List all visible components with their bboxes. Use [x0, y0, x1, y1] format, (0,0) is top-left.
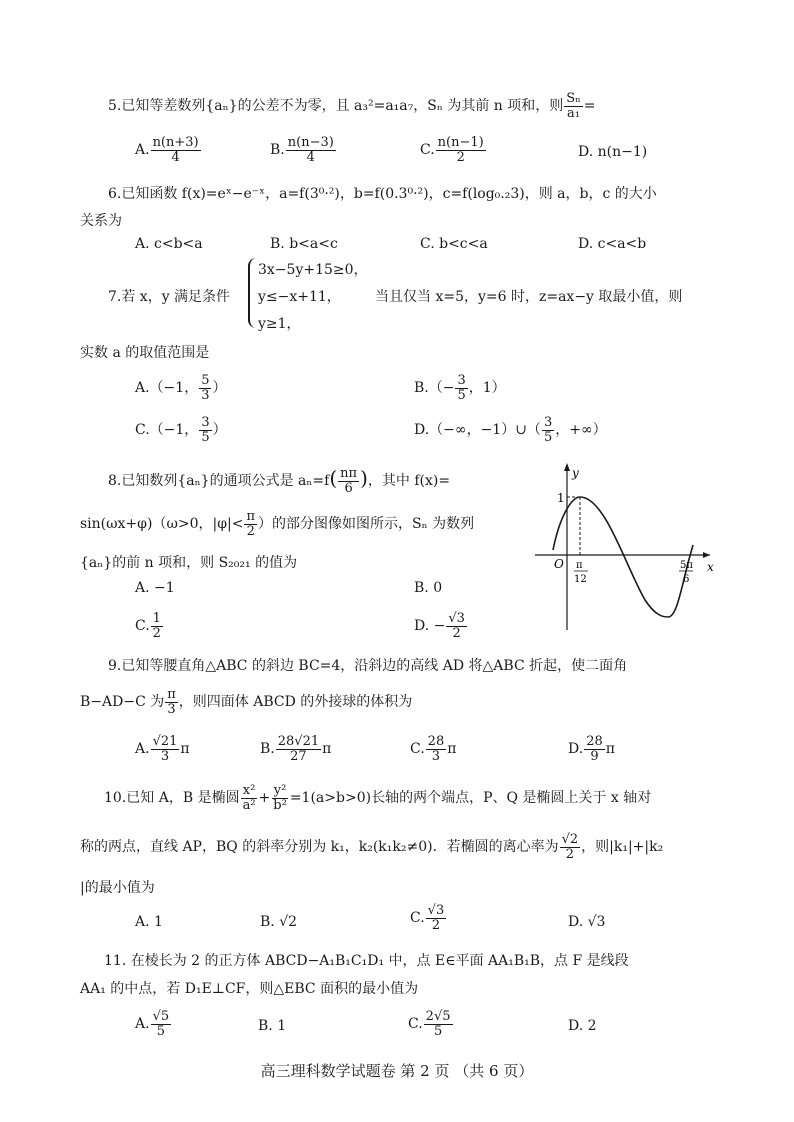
sine-curve [553, 497, 693, 617]
q9-option-b: B. $\frac{28√21}{27}$ π [260, 734, 332, 764]
y-axis-arrow [564, 463, 570, 471]
q10-option-a: A. 1 [135, 914, 163, 930]
q7-condition-2: y≤−x+11， [258, 289, 341, 305]
q5-option-a: A. $\frac{n(n+3)}{4}$ [135, 135, 199, 165]
q10-stem-line3: |的最小值为 [80, 880, 155, 896]
q9-stem-line2: B−AD−C 为 $\frac{\pi}{3}$ ，则四面体 ABCD 的外接球的体积为 [80, 687, 413, 717]
q8-option-b: B. 0 [414, 580, 443, 596]
q7-option-c: C.（−1， $\frac{3}{5}$ ） [135, 415, 227, 445]
q10-option-b: B. √2 [260, 914, 298, 930]
q11-option-d: D. 2 [568, 1018, 597, 1034]
q11-stem-line1: 11. 在棱长为 2 的正方体 ABCD−A₁B₁C₁D₁ 中，点 E∈平面 AA₁B₁B，点 F 是线段 [104, 953, 629, 969]
q5-option-d: D. n(n−1) [578, 144, 648, 160]
q7-condition-3: y≥1， [258, 316, 301, 332]
q11-stem-line2: AA₁ 的中点，若 D₁E⊥CF，则△EBC 面积的最小值为 [80, 981, 419, 997]
x-label: x [707, 560, 714, 574]
q10-option-d: D. √3 [568, 914, 606, 930]
q5-option-c: C. $\frac{n(n-1)}{2}$ [420, 135, 484, 165]
page-footer: 高三理科数学试题卷 第 2 页 （共 6 页） [260, 1062, 534, 1080]
q6-option-a: A. c<b<a [135, 236, 203, 252]
q7-option-b: B.（− $\frac{3}{5}$ ，1） [414, 373, 506, 403]
q8-option-d: D. − $\frac{√3}{2}$ [414, 611, 465, 641]
q11-option-c: C. $\frac{2√5}{5}$ [408, 1009, 451, 1039]
q9-option-c: C. $\frac{28}{3}$ π [410, 734, 457, 764]
y-label: y [572, 466, 579, 480]
q8-option-a: A. −1 [135, 580, 175, 596]
q7-brace [248, 258, 258, 328]
sine-graph [530, 455, 720, 635]
q6-stem-line2: 关系为 [80, 213, 122, 229]
q7-stem-mid: 当且仅当 x=5，y=6 时，z=ax−y 取最小值，则 [375, 289, 683, 305]
q11-option-a: A. $\frac{√5}{5}$ [135, 1009, 170, 1039]
q8-option-c: C. $\frac{1}{2}$ [135, 611, 161, 641]
q7-lead: 7.若 x，y 满足条件 [108, 289, 231, 305]
q9-option-a: A. $\frac{√21}{3}$ π [135, 734, 190, 764]
origin-label: O [554, 557, 564, 571]
q5-option-b: B. $\frac{n(n-3)}{4}$ [270, 135, 334, 165]
y-one-label: 1 [557, 491, 565, 505]
tick2-num: 5π [680, 560, 693, 571]
q10-stem-line1: 10.已知 A，B 是椭圆 $\frac{\text{x²}}{\text{a²}}$ + $\frac{\text{y²}}{\text{b²}}$ =1(a>b>0)长轴的两个端点，P、Q 是椭圆上关于 x 轴对 [104, 783, 652, 813]
q7-stem-line2: 实数 a 的取值范围是 [80, 345, 210, 361]
q8-stem-line1: 8.已知数列{aₙ}的通项公式是 aₙ=f( $\frac{n\pi}{6}$ )，其中 f(x)= [108, 465, 451, 496]
q5-stem: 5.已知等差数列{aₙ}的公差不为零，且 a₃²=a₁a₇，Sₙ 为其前 n 项和，则 $\frac{\text{Sₙ}}{\text{a₁}}$ = [108, 91, 596, 121]
q6-option-d: D. c<a<b [578, 236, 647, 252]
tick1-den: 12 [574, 574, 587, 585]
x-axis-arrow [703, 552, 710, 558]
q7-condition-1: 3x−5y+15≥0， [258, 262, 368, 278]
q8-stem-line3: {aₙ}的前 n 项和，则 S₂₀₂₁ 的值为 [80, 555, 298, 571]
tick2-den: 6 [683, 574, 690, 585]
tick1-num: π [576, 560, 583, 571]
q8-stem-line2: sin(ωx+φ)（ω>0，|φ|< $\frac{\pi}{2}$ ）的部分图像如图所示，Sₙ 为数列 [80, 509, 475, 539]
q7-option-d: D.（−∞，−1）∪（ $\frac{3}{5}$ ，+∞） [414, 415, 607, 445]
q11-option-b: B. 1 [258, 1018, 287, 1034]
q9-stem-line1: 9.已知等腰直角△ABC 的斜边 BC=4，沿斜边的高线 AD 将△ABC 折起，使二面角 [108, 658, 628, 674]
q6-option-b: B. b<a<c [270, 236, 338, 252]
q7-option-a: A.（−1， $\frac{5}{3}$ ） [135, 373, 227, 403]
q9-option-d: D. $\frac{28}{9}$ π [568, 734, 615, 764]
q6-stem-line1: 6.已知函数 f(x)=eˣ−e⁻ˣ，a=f(3⁰·²)，b=f(0.3⁰·²)，c=f(log₀.₂3)，则 a，b，c 的大小 [108, 186, 657, 202]
q10-option-c: C. $\frac{√3}{2}$ [410, 903, 445, 933]
q6-option-c: C. b<c<a [420, 236, 488, 252]
q10-stem-line2: 称的两点，直线 AP，BQ 的斜率分别为 k₁，k₂(k₁k₂≠0)．若椭圆的离心率为 $\frac{√2}{2}$ ，则|k₁|+|k₂ [80, 832, 664, 862]
